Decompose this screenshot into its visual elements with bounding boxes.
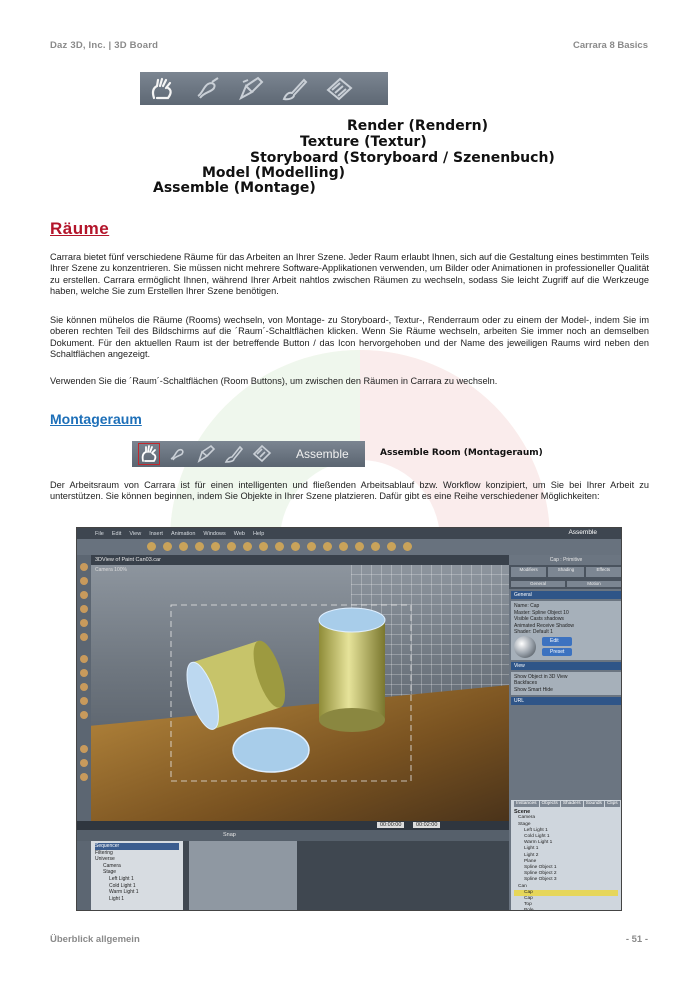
header-left: Daz 3D, Inc. | 3D Board — [50, 40, 159, 51]
scene-item-selected[interactable]: Cap — [514, 890, 618, 896]
footer-page-number: - 51 - — [625, 934, 648, 945]
menu-web[interactable]: Web — [233, 530, 245, 537]
timeline-transport — [77, 821, 509, 830]
tool-icon[interactable] — [80, 605, 88, 613]
timeline-tree-item[interactable]: Light 1 — [109, 895, 125, 902]
timeline-end-time[interactable]: 00:02:00 — [413, 822, 440, 828]
scene-item[interactable]: Light 2 — [524, 852, 539, 858]
tool-icon[interactable] — [323, 542, 332, 551]
scene-item[interactable]: Can — [518, 883, 527, 889]
tab-objects[interactable]: Objects — [541, 801, 558, 806]
prop-row: Master: Spline Object 10 — [514, 609, 569, 616]
carrara-assemble-screenshot — [76, 527, 622, 911]
tool-icon[interactable] — [339, 542, 348, 551]
scene-item[interactable]: Top — [524, 902, 532, 908]
scene-item[interactable]: Stage — [518, 821, 531, 827]
general-section — [511, 601, 621, 660]
prop-row[interactable]: Name: Cap — [514, 603, 540, 609]
menu-insert[interactable]: Insert — [149, 530, 163, 537]
tool-icon[interactable] — [80, 711, 88, 719]
scene-item[interactable]: Cap — [524, 896, 533, 902]
room-name-render: Render (Rendern) — [347, 118, 488, 134]
room-name-model: Model (Modelling) — [202, 165, 345, 181]
tool-icon[interactable] — [80, 697, 88, 705]
menu-edit[interactable]: Edit — [111, 530, 122, 537]
section-heading-raeume: Räume — [50, 219, 110, 238]
room-name-storyboard: Storyboard (Storyboard / Szenenbuch) — [250, 150, 555, 166]
prop-row: Backfaces — [514, 680, 538, 686]
render-film-icon — [252, 444, 272, 464]
tool-icon[interactable] — [179, 542, 188, 551]
tool-icon[interactable] — [80, 745, 88, 753]
tab-modifiers[interactable]: Modifiers — [511, 567, 546, 577]
tool-icon[interactable] — [80, 655, 88, 663]
tool-icon[interactable] — [80, 591, 88, 599]
prop-row[interactable]: Animated Receive Shadow — [514, 622, 575, 629]
prop-row[interactable]: Shader: Default 1 — [514, 629, 553, 635]
paragraph-raeume-3: Verwenden Sie die ´Raum´-Schaltflächen (Room Buttons), um zwischen den Räumen in Carrara zu wechseln. — [50, 376, 498, 386]
edit-button[interactable]: Edit — [542, 637, 572, 646]
scene-item[interactable]: Pole — [524, 908, 534, 911]
timeline-toolbar — [77, 830, 509, 841]
camera-label: Camera 100% — [95, 567, 127, 573]
assemble-hand-icon — [138, 443, 160, 465]
assemble-room-bar — [132, 441, 365, 467]
timeline-tree — [91, 841, 183, 911]
tool-icon[interactable] — [195, 542, 204, 551]
tool-icon[interactable] — [80, 633, 88, 641]
paint-can-scene — [91, 565, 509, 821]
tool-icon[interactable] — [80, 773, 88, 781]
paragraph-raeume-1: Carrara bietet fünf verschiedene Räume für das Arbeiten an Ihrer Szene. Jeder Raum erlaubt Ihnen, sich auf die Gestaltung eines bestimmten Teils Ihrer Szene zu konzentrieren. Sie müssen nicht mehrere Software-Applikationen verwenden, um Bilder oder Animationen in professioneller Qualität zu erstellen. Carrara ermöglicht Ihnen, während Ihrer Arbeit nahtlos zwischen Räumen zu wechseln, sodass Sie leicht Zugriff auf die Werkzeuge haben, welche Sie zum Erstellen Ihrer Szene benötigen. — [50, 252, 649, 297]
tool-icon[interactable] — [291, 542, 300, 551]
storyboard-pen-icon — [236, 76, 266, 102]
menu-windows[interactable]: Windows — [203, 530, 226, 537]
model-tool-icon — [192, 76, 222, 102]
props-subtabs — [509, 579, 622, 589]
header-right: Carrara 8 Basics — [573, 40, 648, 51]
tab-general[interactable]: General — [511, 581, 565, 587]
room-icon-bar — [140, 72, 388, 105]
room-name-assemble: Assemble (Montage) — [153, 180, 316, 196]
props-tabs — [509, 565, 622, 579]
timeline-tracks[interactable] — [183, 841, 509, 911]
scene-item[interactable]: Warm Light 1 — [524, 840, 553, 846]
tab-effects[interactable]: Effects — [586, 567, 621, 577]
tool-icon[interactable] — [243, 542, 252, 551]
tool-icon[interactable] — [80, 563, 88, 571]
timeline-tree-item[interactable]: Stage — [103, 869, 117, 876]
footer-left: Überblick allgemein — [50, 934, 140, 945]
3d-viewport[interactable] — [91, 565, 509, 821]
tool-icon[interactable] — [307, 542, 316, 551]
scene-item[interactable]: Cold Light 1 — [524, 834, 550, 840]
timeline-tree-item[interactable]: Warm Light 1 — [109, 889, 139, 896]
tool-icon[interactable] — [275, 542, 284, 551]
tab-instances[interactable]: Instances — [516, 801, 537, 806]
timeline-tree-item[interactable]: Camera — [103, 862, 121, 869]
view-section — [511, 672, 621, 696]
app-toolbar — [77, 539, 621, 555]
room-name-texture: Texture (Textur) — [300, 134, 427, 150]
left-toolbar — [77, 555, 91, 911]
tab-motion[interactable]: Motion — [567, 581, 621, 587]
assemble-label: Assemble — [296, 447, 349, 461]
menu-animation[interactable]: Animation — [170, 530, 196, 537]
section-heading-montageraum: Montageraum — [50, 411, 142, 427]
scene-item[interactable]: Plane — [524, 858, 537, 864]
scene-item[interactable]: Spline Object 2 — [524, 871, 557, 877]
storyboard-pen-icon — [196, 444, 216, 464]
tool-icon[interactable] — [80, 619, 88, 627]
tool-icon[interactable] — [403, 542, 412, 551]
tab-sounds[interactable]: Sounds — [585, 801, 602, 806]
url-section-header[interactable]: URL — [511, 697, 621, 705]
timeline-tree-item[interactable]: Universe — [95, 856, 115, 863]
scene-item[interactable]: Spline Object 1 — [524, 865, 557, 871]
tool-icon[interactable] — [80, 669, 88, 677]
view-section-header[interactable]: View — [511, 662, 621, 670]
tool-icon[interactable] — [387, 542, 396, 551]
room-label-small: Assemble — [568, 529, 597, 536]
assemble-hand-icon — [148, 76, 178, 102]
assemble-room-caption: Assemble Room (Montageraum) — [380, 448, 543, 458]
timeline-tree-item[interactable]: Cold Light 1 — [109, 882, 136, 889]
scene-title: Scene — [514, 809, 531, 816]
prop-row[interactable]: Show Smart Hide — [514, 686, 553, 693]
tool-icon[interactable] — [371, 542, 380, 551]
tool-icon[interactable] — [80, 577, 88, 585]
scene-item[interactable]: Light 1 — [524, 846, 539, 852]
timeline-tree-item[interactable]: Filtering — [95, 849, 113, 856]
scene-item[interactable]: Left Light 1 — [524, 827, 548, 833]
menu-help[interactable]: Help — [252, 530, 265, 537]
tool-icon[interactable] — [355, 542, 364, 551]
tool-icon[interactable] — [227, 542, 236, 551]
model-tool-icon — [168, 444, 188, 464]
tool-icon[interactable] — [259, 542, 268, 551]
tool-icon[interactable] — [80, 683, 88, 691]
prop-row[interactable]: Visible Casts shadows — [514, 616, 564, 622]
view-title: 3DView of Paint Can03.car — [91, 555, 509, 565]
tool-icon[interactable] — [211, 542, 220, 551]
properties-panel — [509, 555, 622, 911]
texture-brush-icon — [224, 444, 244, 464]
timeline-selection — [189, 841, 297, 911]
menu-file[interactable]: File — [95, 530, 104, 537]
timeline-tree-item[interactable]: Left Light 1 — [109, 875, 134, 882]
shader-preview-sphere — [514, 636, 536, 658]
preset-button[interactable]: Preset — [542, 648, 572, 657]
tool-icon[interactable] — [163, 542, 172, 551]
timeline-tree-item[interactable]: Sequencer — [95, 843, 179, 850]
prop-row[interactable]: Show Object in 3D View — [514, 673, 568, 680]
tool-icon[interactable] — [80, 759, 88, 767]
props-title: Cap : Primitive — [549, 557, 583, 563]
paragraph-raeume-2: Sie können mühelos die Räume (Rooms) wechseln, von Montage- zu Storyboard-, Textur-, Renderraum oder zu einem der Model-, indem Sie im oberen rechten Teil des Bildschirms auf die ´Raum´-Schaltflächen klicken. Wenn Sie Räume wechseln, arbeiten Sie immer noch an demselben Dokument. Für den aktuellen Raum ist der betreffende Button / das Icon hervorgehoben und der Name des jeweiligen Raums wird neben den Schaltflächen angezeigt. — [50, 315, 649, 360]
menu-view[interactable]: View — [129, 530, 142, 537]
paragraph-montageraum: Der Arbeitsraum von Carrara ist für einen intelligenten und fließenden Arbeitsablauf bzw. Workflow konzipiert, um Sie bei Ihrer Arbeit zu unterstützen. Sie können beginnen, indem Sie Objekte in Ihrer Szene platzieren. Dafür gibt es eine Reihe verschiedener Möglichkeiten: — [50, 480, 649, 502]
scene-panel — [511, 800, 621, 910]
snap-checkbox-label[interactable]: Snap — [223, 832, 236, 838]
general-section-header[interactable]: General — [511, 591, 621, 599]
render-film-icon — [324, 76, 354, 102]
tool-icon[interactable] — [147, 542, 156, 551]
room-name-list — [150, 118, 555, 198]
tab-clips[interactable]: Clips — [606, 801, 618, 806]
tab-shading[interactable]: Shading — [548, 567, 583, 577]
scene-item[interactable]: Camera — [518, 815, 536, 821]
texture-brush-icon — [280, 76, 310, 102]
timeline-current-time[interactable]: 00:00:00 — [377, 822, 404, 828]
scene-item[interactable]: Spline Object 3 — [524, 877, 557, 883]
tab-shaders[interactable]: Shaders — [562, 801, 581, 806]
app-menubar — [77, 528, 621, 539]
